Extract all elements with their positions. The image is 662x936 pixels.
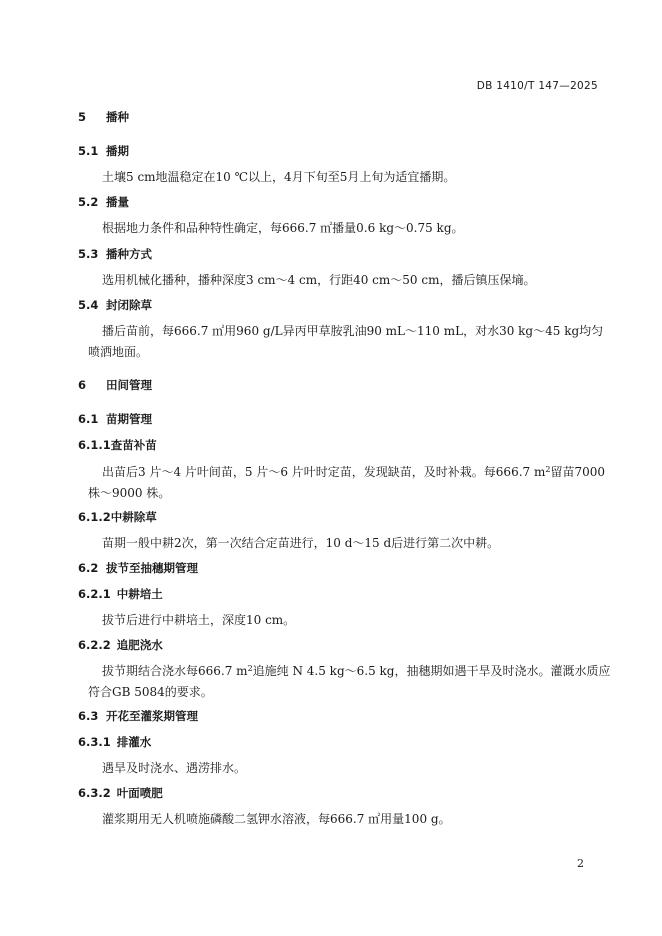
text-segment: 追施纯 N 4.5 kg～6.5 kg，抽穗期如遇干旱及时浇水。灌溉水质应 [252, 664, 611, 678]
section-title: 开花至灌浆期管理 [106, 709, 198, 723]
section-title: 田间管理 [106, 378, 152, 392]
section-number: 6.2.1 [78, 587, 111, 601]
section-6-2-2-text-line1 [102, 662, 611, 679]
section-6-2-2-text-line2: 符合GB 5084的要求。 [88, 685, 213, 699]
section-5-3-text: 选用机械化播种，播种深度3 cm～4 cm，行距40 cm～50 cm，播后镇压保墒。 [102, 273, 536, 287]
text-segment: 出苗后3 片～4 片叶间苗，5 片～6 片叶时定苗，发现缺苗，及时补栽。每666.7 m [102, 465, 546, 479]
superscript: 2 [545, 465, 551, 474]
section-title: 播量 [106, 195, 129, 209]
section-number: 6 [78, 378, 87, 392]
section-title: 播种方式 [106, 247, 152, 261]
section-number: 6.2.2 [78, 638, 111, 652]
section-6-2-1-text: 拔节后进行中耕培土，深度10 cm。 [102, 613, 296, 627]
section-number: 6.3.2 [78, 786, 111, 800]
section-title: 叶面喷肥 [116, 786, 163, 800]
section-number: 5.4 [78, 298, 99, 312]
section-6-3-2-text: 灌浆期用无人机喷施磷酸二氢钾水溶液，每666.7 ㎡用量100 g。 [102, 812, 451, 826]
section-6-2-heading [78, 560, 198, 576]
section-5-2-heading [78, 194, 129, 210]
section-6-3-1-heading [78, 734, 151, 750]
page-number: 2 [577, 857, 584, 870]
section-number: 5.1 [78, 144, 99, 158]
section-6-1-heading [78, 411, 152, 427]
section-6-2-1-heading [78, 586, 163, 602]
section-number: 6.3 [78, 709, 99, 723]
section-number: 6.1.1 [78, 438, 111, 452]
section-5-heading [78, 109, 129, 125]
section-5-4-text-line2: 喷洒地面。 [88, 345, 149, 359]
section-title: 苗期管理 [106, 412, 152, 426]
section-6-heading [78, 377, 152, 393]
section-title: 播期 [106, 144, 129, 158]
section-6-1-2-heading [78, 509, 157, 525]
section-6-1-2-text: 苗期一般中耕2次，第一次结合定苗进行，10 d～15 d后进行第二次中耕。 [102, 536, 500, 550]
section-6-1-1-heading [78, 437, 157, 453]
section-title: 追肥浇水 [116, 638, 163, 652]
text-segment: 拔节期结合浇水每666.7 m [102, 664, 248, 678]
section-5-1-text: 土壤5 cm地温稳定在10 ℃以上，4月下旬至5月上旬为适宜播期。 [102, 170, 456, 184]
section-6-2-2-heading [78, 637, 163, 653]
section-title: 拔节至抽穗期管理 [106, 561, 198, 575]
section-number: 6.2 [78, 561, 99, 575]
section-5-2-text: 根据地力条件和品种特性确定，每666.7 ㎡播量0.6 kg～0.75 kg。 [102, 221, 464, 235]
section-5-4-text-line1: 播后苗前，每666.7 ㎡用960 g/L异丙甲草胺乳油90 mL～110 mL，对水30 kg～45 kg均匀 [102, 324, 604, 338]
section-title: 中耕除草 [110, 510, 157, 524]
section-6-3-2-heading [78, 785, 163, 801]
section-number: 5.2 [78, 195, 99, 209]
section-5-1-heading [78, 143, 129, 159]
section-number: 6.1.2 [78, 510, 111, 524]
section-number: 5 [78, 110, 87, 124]
section-5-3-heading [78, 246, 152, 262]
section-number: 6.1 [78, 412, 99, 426]
superscript: 2 [247, 664, 253, 673]
section-6-1-1-text-line2: 株～9000 株。 [88, 486, 171, 500]
document-code: DB 1410/T 147—2025 [476, 80, 598, 92]
section-6-3-1-text: 遇旱及时浇水、遇涝排水。 [102, 761, 247, 775]
section-title: 查苗补苗 [110, 438, 157, 452]
section-6-3-heading [78, 708, 198, 724]
section-title: 封闭除草 [106, 298, 152, 312]
section-number: 6.3.1 [78, 735, 111, 749]
section-title: 排灌水 [116, 735, 152, 749]
section-6-1-1-text-line1 [102, 463, 605, 480]
section-title: 中耕培土 [116, 587, 163, 601]
text-segment: 留苗7000 [550, 465, 605, 479]
section-5-4-heading [78, 297, 152, 313]
section-title: 播种 [106, 110, 129, 124]
section-number: 5.3 [78, 247, 99, 261]
